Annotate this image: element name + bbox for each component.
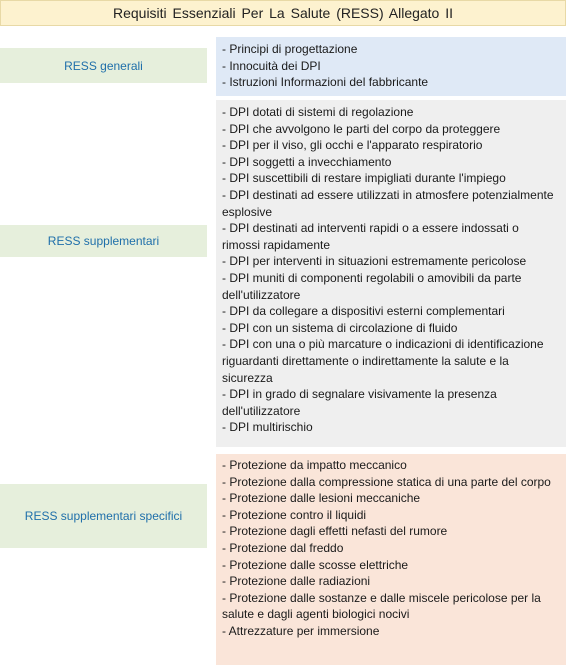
list-item: - DPI con un sistema di circolazione di fluido: [222, 320, 458, 335]
list-item: - Istruzioni Informazioni del fabbricante: [222, 75, 429, 90]
ress-generali-content: [216, 37, 566, 96]
list-item: - Protezione dalla compressione statica di una parte del corpo: [222, 474, 551, 489]
list-item: - DPI destinati ad essere utilizzati in atmosfere potenzialmente esplosive: [222, 187, 554, 219]
list-item: - DPI multirischio: [222, 420, 313, 435]
ress-supplementari-label: RESS supplementari: [0, 225, 207, 257]
list-item: - Protezione dal freddo: [222, 540, 344, 555]
list-item: - DPI in grado di segnalare visivamente la presenza dell'utilizzatore: [222, 387, 497, 418]
list-item: - DPI suscettibili di restare impigliati durante l'impiego: [222, 171, 506, 186]
list-item: - Protezione dalle sostanze e dalle miscele pericolose per la salute e dagli agenti biologici nocivi: [222, 590, 541, 622]
diagram-title: Requisiti Essenziali Per La Salute (RESS) Allegato II: [0, 0, 566, 26]
list-item: - DPI soggetti a invecchiamento: [222, 154, 392, 169]
list-item: - Innocuità dei DPI: [222, 58, 321, 73]
list-item: - DPI muniti di componenti regolabili o amovibili da parte dell'utilizzatore: [222, 270, 522, 302]
ress-supplementari-content: [216, 100, 566, 447]
list-item: - Protezione contro il liquidi: [222, 507, 367, 522]
list-item: - DPI destinati ad interventi rapidi o a essere indossati o rimossi rapidamente: [222, 221, 519, 252]
list-item: - Attrezzature per immersione: [222, 623, 380, 638]
ress-generali-list: [222, 41, 560, 91]
list-item: - DPI con una o più marcature o indicazioni di identificazione riguardanti direttamente o indirettamente la salute e la sicurezza: [222, 337, 544, 385]
list-item: - Protezione dagli effetti nefasti del rumore: [222, 524, 448, 539]
list-item: - Protezione da impatto meccanico: [222, 458, 407, 472]
list-item: - Protezione dalle radiazioni: [222, 574, 371, 589]
ress-generali-label: RESS generali: [0, 48, 207, 83]
list-item: - DPI per il viso, gli occhi e l'apparato respiratorio: [222, 138, 483, 153]
list-item: - Protezione dalle scosse elettriche: [222, 557, 409, 572]
list-item: - Protezione dalle lesioni meccaniche: [222, 491, 421, 506]
list-item: - Principi di progettazione: [222, 42, 358, 56]
list-item: - DPI per interventi in situazioni estremamente pericolose: [222, 254, 527, 269]
list-item: - DPI da collegare a dispositivi esterni complementari: [222, 304, 505, 319]
ress-supplementari-list: [222, 104, 560, 436]
list-item: - DPI dotati di sistemi di regolazione: [222, 105, 414, 119]
list-item: - DPI che avvolgono le parti del corpo da proteggere: [222, 121, 501, 136]
ress-supplementari-specifici-label: RESS supplementari specifici: [0, 484, 207, 548]
ress-supplementari-specifici-list: [222, 457, 560, 640]
ress-supplementari-specifici-content: [216, 454, 566, 665]
